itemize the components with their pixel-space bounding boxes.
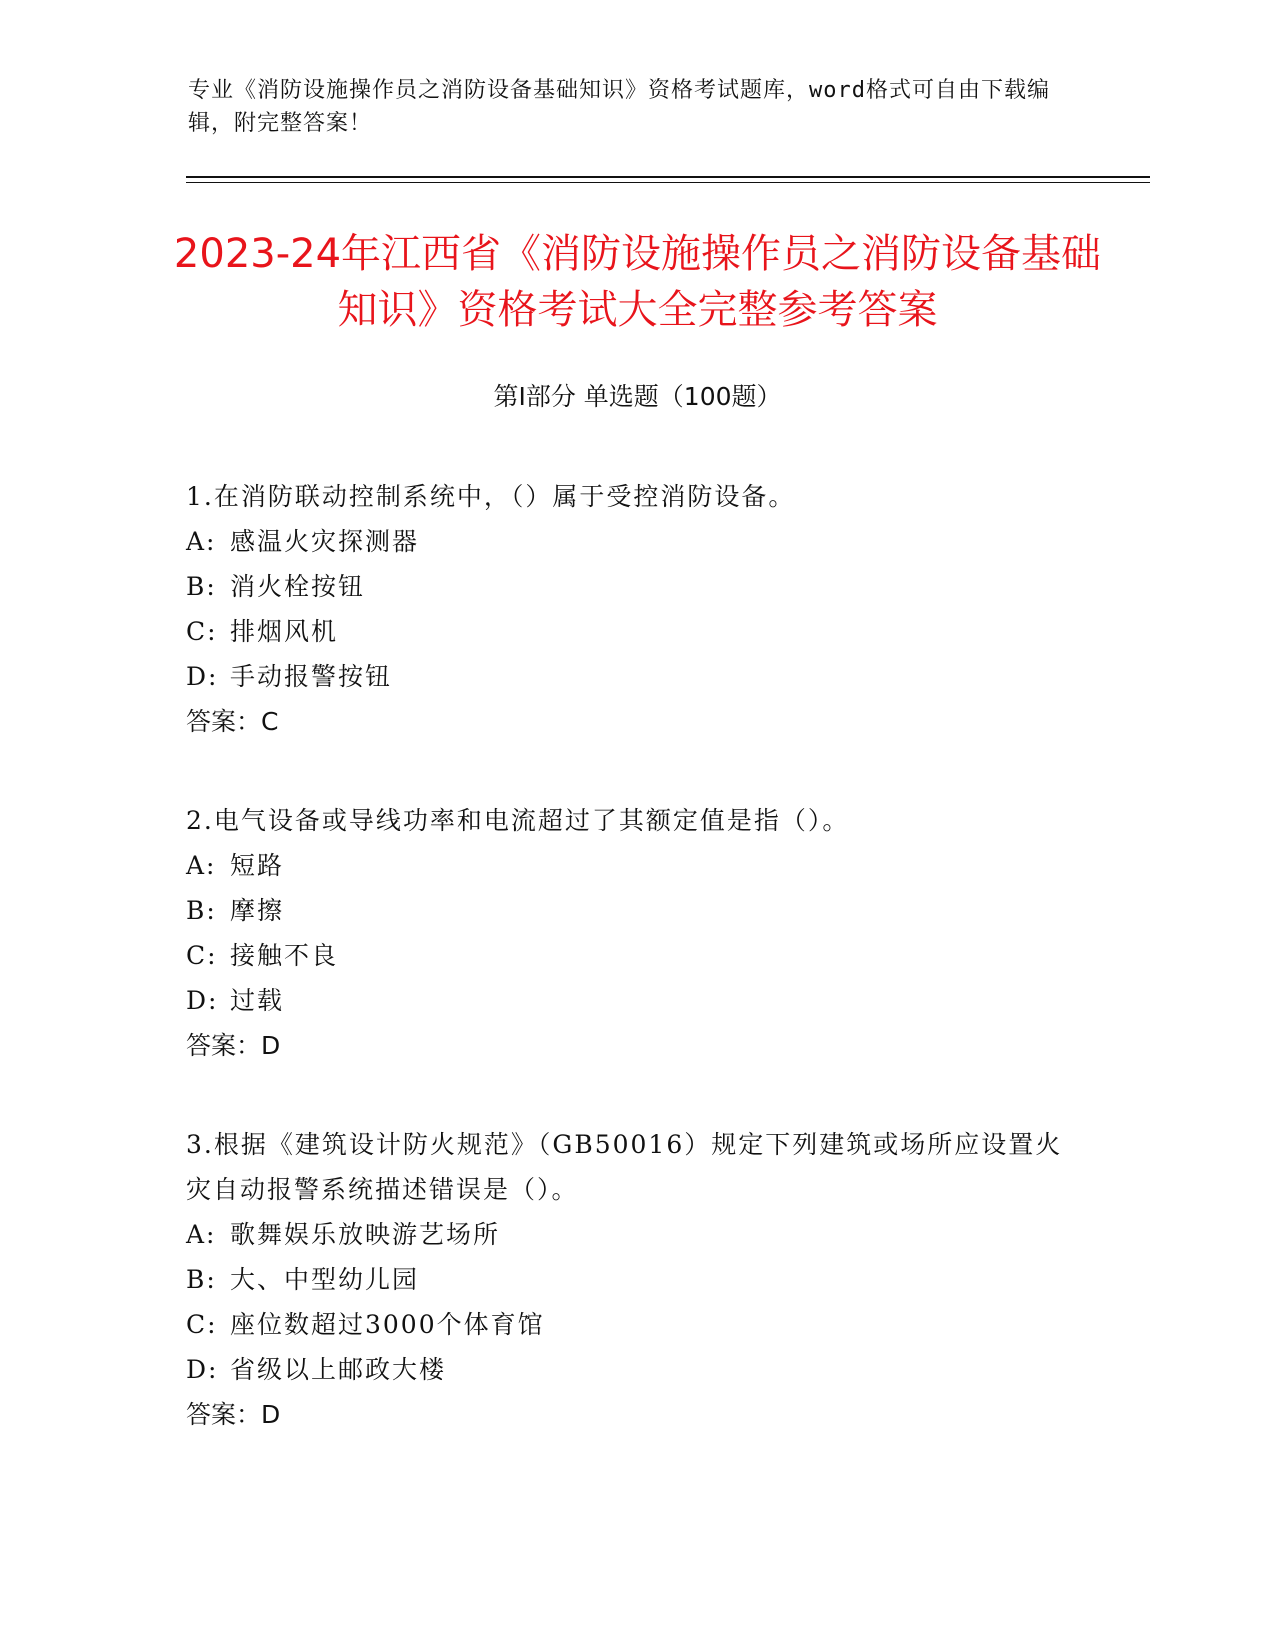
option-letter: B:: [186, 1265, 217, 1294]
question-1: [186, 474, 1086, 744]
option-letter: C:: [186, 941, 218, 970]
question-list: [186, 474, 1086, 1491]
question-2: [186, 798, 1086, 1068]
option-text: 消火栓按钮: [230, 572, 366, 601]
option-text: 省级以上邮政大楼: [230, 1355, 447, 1384]
header-rule-thin: [186, 182, 1150, 183]
option-text: 歌舞娱乐放映游艺场所: [230, 1220, 501, 1249]
header-note: 专业《消防设施操作员之消防设备基础知识》资格考试题库，word格式可自由下载编辑，附完整答案！: [188, 78, 1050, 136]
option-letter: C:: [186, 617, 218, 646]
option-c: [186, 1302, 1086, 1347]
option-text: 手动报警按钮: [230, 662, 393, 691]
option-b: [186, 564, 1086, 609]
answer-line: 答案：D: [186, 1400, 281, 1429]
option-text: 座位数超过3000个体育馆: [230, 1310, 545, 1339]
option-b: [186, 1257, 1086, 1302]
option-letter: B:: [186, 572, 217, 601]
section-heading: 第I部分 单选题（100题）: [493, 382, 782, 411]
question-stem: 2.电气设备或导线功率和电流超过了其额定值是指（）。: [186, 806, 850, 835]
option-letter: A:: [186, 1220, 217, 1249]
option-letter: A:: [186, 851, 217, 880]
answer-line: 答案：D: [186, 1031, 281, 1060]
question-stem: 1.在消防联动控制系统中，（）属于受控消防设备。: [186, 482, 796, 511]
option-d: [186, 1347, 1086, 1392]
option-c: [186, 933, 1086, 978]
option-text: 摩擦: [230, 896, 285, 925]
option-a: [186, 519, 1086, 564]
option-b: [186, 888, 1086, 933]
option-text: 感温火灾探测器: [230, 527, 420, 556]
option-a: [186, 843, 1086, 888]
option-text: 大、中型幼儿园: [230, 1265, 420, 1294]
option-text: 过载: [230, 986, 285, 1015]
option-text: 排烟风机: [230, 617, 339, 646]
option-letter: A:: [186, 527, 217, 556]
answer-line: 答案：C: [186, 707, 279, 736]
option-letter: B:: [186, 896, 217, 925]
option-a: [186, 1212, 1086, 1257]
option-text: 短路: [230, 851, 285, 880]
option-letter: D:: [186, 1355, 219, 1384]
document-title: 2023-24年江西省《消防设施操作员之消防设备基础知识》资格考试大全完整参考答案: [173, 231, 1102, 333]
option-d: [186, 978, 1086, 1023]
option-d: [186, 654, 1086, 699]
question-3: [186, 1122, 1086, 1437]
question-stem: 3.根据《建筑设计防火规范》（GB50016）规定下列建筑或场所应设置火灾自动报警系统描述错误是（）。: [186, 1130, 1063, 1204]
option-letter: D:: [186, 986, 219, 1015]
option-letter: C:: [186, 1310, 218, 1339]
header-rule-thick: [186, 176, 1150, 178]
option-text: 接触不良: [230, 941, 339, 970]
option-c: [186, 609, 1086, 654]
option-letter: D:: [186, 662, 219, 691]
